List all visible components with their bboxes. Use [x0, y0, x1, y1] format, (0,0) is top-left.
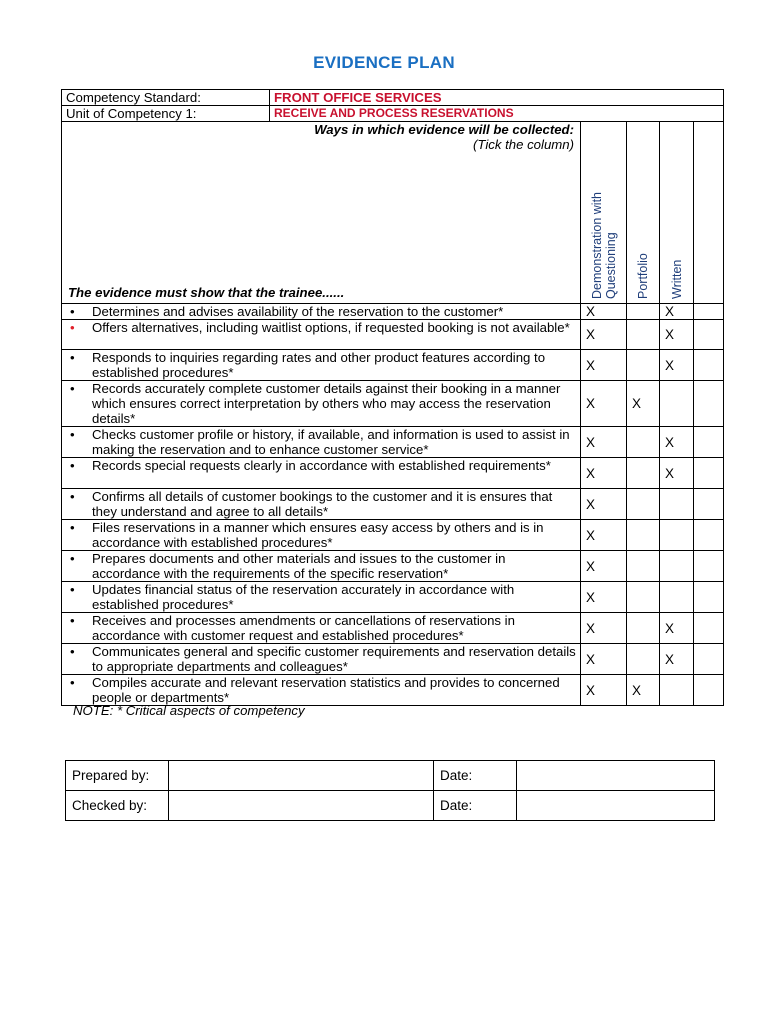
evidence-header-cell	[62, 122, 581, 304]
criteria-text: Updates financial status of the reservation accurately in accordance with established procedures*	[92, 582, 515, 612]
prepared-date-label: Date:	[434, 761, 517, 791]
mark-extra[interactable]	[694, 582, 724, 613]
criteria-cell	[62, 489, 581, 520]
bullet-dot-icon: •	[70, 427, 75, 442]
column-portfolio	[627, 122, 660, 304]
mark-extra[interactable]	[694, 489, 724, 520]
criteria-row	[62, 489, 724, 520]
criteria-row	[62, 520, 724, 551]
unit-value: RECEIVE AND PROCESS RESERVATIONS	[270, 106, 724, 122]
column-demonstration-label	[590, 192, 618, 299]
mark-extra[interactable]	[694, 320, 724, 350]
mark-demo[interactable]: X	[581, 551, 627, 582]
prepared-label: Prepared by:	[66, 761, 169, 791]
criteria-row	[62, 320, 724, 350]
bullet-dot-icon: •	[70, 304, 75, 319]
bullet-dot-icon: •	[70, 613, 75, 628]
bullet-dot-icon: •	[70, 458, 75, 473]
checked-by-field[interactable]	[169, 791, 434, 821]
criteria-text: Compiles accurate and relevant reservation statistics and provides to concerned people or departments*	[92, 675, 560, 705]
mark-written[interactable]	[660, 520, 694, 551]
mark-demo[interactable]: X	[581, 489, 627, 520]
mark-demo[interactable]: X	[581, 520, 627, 551]
mark-written[interactable]	[660, 381, 694, 427]
criteria-row	[62, 613, 724, 644]
page-title: EVIDENCE PLAN	[313, 53, 455, 72]
criteria-text: Determines and advises availability of the reservation to the customer*	[92, 304, 504, 319]
bullet-dot-icon: •	[70, 320, 75, 335]
evidence-heading: The evidence must show that the trainee......	[68, 285, 345, 300]
mark-written[interactable]	[660, 489, 694, 520]
prepared-row	[66, 761, 715, 791]
mark-demo[interactable]: X	[581, 320, 627, 350]
criteria-text: Files reservations in a manner which ensures easy access by others and is in accordance with established procedures*	[92, 520, 544, 550]
criteria-cell	[62, 350, 581, 381]
mark-written[interactable]: X	[660, 320, 694, 350]
criteria-cell	[62, 520, 581, 551]
mark-demo[interactable]: X	[581, 582, 627, 613]
evidence-plan-table	[61, 89, 724, 706]
ways-heading	[62, 122, 580, 152]
mark-demo[interactable]: X	[581, 304, 627, 320]
criteria-cell	[62, 613, 581, 644]
mark-written[interactable]	[660, 675, 694, 706]
bullet-dot-icon: •	[70, 489, 75, 504]
bullet-dot-icon: •	[70, 582, 75, 597]
mark-portfolio[interactable]	[627, 520, 660, 551]
column-demonstration-line2: Questioning	[603, 232, 618, 299]
column-blank	[694, 122, 724, 304]
critical-note: NOTE: * Critical aspects of competency	[73, 703, 305, 718]
criteria-text: Records special requests clearly in accordance with established requirements*	[92, 458, 551, 473]
mark-portfolio[interactable]: X	[627, 381, 660, 427]
mark-demo[interactable]: X	[581, 381, 627, 427]
checked-row	[66, 791, 715, 821]
mark-portfolio[interactable]	[627, 458, 660, 489]
mark-portfolio[interactable]	[627, 427, 660, 458]
criteria-cell	[62, 551, 581, 582]
criteria-text: Responds to inquiries regarding rates and other product features according to established procedures*	[92, 350, 546, 380]
criteria-row	[62, 551, 724, 582]
criteria-rows	[62, 304, 724, 706]
checked-label: Checked by:	[66, 791, 169, 821]
criteria-cell	[62, 675, 581, 706]
bullet-dot-icon: •	[70, 520, 75, 535]
mark-extra[interactable]	[694, 381, 724, 427]
criteria-cell	[62, 304, 581, 320]
column-demonstration-line1: Demonstration with	[589, 192, 604, 299]
tick-note: (Tick the column)	[472, 137, 574, 152]
criteria-text: Confirms all details of customer bookings to the customer and it is ensures that they understand and agree to all details*	[92, 489, 553, 519]
competency-row	[62, 90, 724, 106]
mark-demo[interactable]: X	[581, 427, 627, 458]
mark-extra[interactable]	[694, 304, 724, 320]
mark-portfolio[interactable]	[627, 551, 660, 582]
mark-portfolio[interactable]	[627, 613, 660, 644]
mark-written[interactable]	[660, 582, 694, 613]
criteria-row	[62, 350, 724, 381]
column-written	[660, 122, 694, 304]
mark-extra[interactable]	[694, 427, 724, 458]
mark-portfolio[interactable]	[627, 350, 660, 381]
criteria-text: Records accurately complete customer details against their booking in a manner which ensures correct interpretation by others who may access the reservation details*	[92, 381, 561, 426]
competency-value: FRONT OFFICE SERVICES	[270, 90, 724, 106]
competency-label: Competency Standard:	[62, 90, 270, 106]
criteria-row	[62, 582, 724, 613]
criteria-text: Offers alternatives, including waitlist options, if requested booking is not available*	[92, 320, 570, 335]
mark-extra[interactable]	[694, 458, 724, 489]
column-demonstration	[581, 122, 627, 304]
criteria-row	[62, 458, 724, 489]
mark-written[interactable]: X	[660, 613, 694, 644]
criteria-cell	[62, 381, 581, 427]
criteria-text: Receives and processes amendments or cancellations of reservations in accordance with customer request and established procedures*	[92, 613, 515, 643]
mark-written[interactable]	[660, 551, 694, 582]
column-written-label: Written	[669, 259, 684, 299]
mark-portfolio[interactable]	[627, 304, 660, 320]
criteria-cell	[62, 320, 581, 350]
criteria-cell	[62, 458, 581, 489]
column-header-row	[62, 122, 724, 304]
mark-extra[interactable]	[694, 551, 724, 582]
mark-portfolio[interactable]: X	[627, 675, 660, 706]
mark-demo[interactable]: X	[581, 458, 627, 489]
criteria-text: Communicates general and specific customer requirements and reservation details to appropriate departments and colleagues*	[92, 644, 576, 674]
mark-extra[interactable]	[694, 675, 724, 706]
checked-date-label: Date:	[434, 791, 517, 821]
column-portfolio-label: Portfolio	[636, 253, 650, 299]
unit-row	[62, 106, 724, 122]
mark-extra[interactable]	[694, 644, 724, 675]
prepared-date-field[interactable]	[517, 761, 715, 791]
ways-heading-text: Ways in which evidence will be collected:	[314, 122, 574, 137]
mark-demo[interactable]: X	[581, 350, 627, 381]
mark-written[interactable]: X	[660, 304, 694, 320]
mark-demo[interactable]: X	[581, 613, 627, 644]
mark-extra[interactable]	[694, 613, 724, 644]
criteria-cell	[62, 644, 581, 675]
unit-label: Unit of Competency 1:	[62, 106, 270, 122]
criteria-text: Prepares documents and other materials and issues to the customer in accordance with the requirements of the specific reservation*	[92, 551, 506, 581]
mark-portfolio[interactable]	[627, 489, 660, 520]
mark-written[interactable]: X	[660, 427, 694, 458]
mark-extra[interactable]	[694, 350, 724, 381]
mark-written[interactable]: X	[660, 350, 694, 381]
bullet-dot-icon: •	[70, 381, 75, 396]
mark-portfolio[interactable]	[627, 320, 660, 350]
mark-demo[interactable]: X	[581, 644, 627, 675]
criteria-row	[62, 644, 724, 675]
criteria-row	[62, 381, 724, 427]
mark-extra[interactable]	[694, 520, 724, 551]
mark-written[interactable]: X	[660, 458, 694, 489]
bullet-dot-icon: •	[70, 551, 75, 566]
criteria-row	[62, 427, 724, 458]
criteria-text: Checks customer profile or history, if available, and information is used to assist in making the reservation and to enhance customer service*	[92, 427, 570, 457]
signoff-table	[65, 760, 715, 821]
checked-date-field[interactable]	[517, 791, 715, 821]
mark-demo[interactable]: X	[581, 675, 627, 706]
bullet-dot-icon: •	[70, 675, 75, 690]
criteria-row	[62, 675, 724, 706]
mark-portfolio[interactable]	[627, 582, 660, 613]
mark-written[interactable]: X	[660, 644, 694, 675]
criteria-cell	[62, 427, 581, 458]
criteria-cell	[62, 582, 581, 613]
bullet-dot-icon: •	[70, 644, 75, 659]
mark-portfolio[interactable]	[627, 644, 660, 675]
criteria-row	[62, 304, 724, 320]
prepared-by-field[interactable]	[169, 761, 434, 791]
bullet-dot-icon: •	[70, 350, 75, 365]
